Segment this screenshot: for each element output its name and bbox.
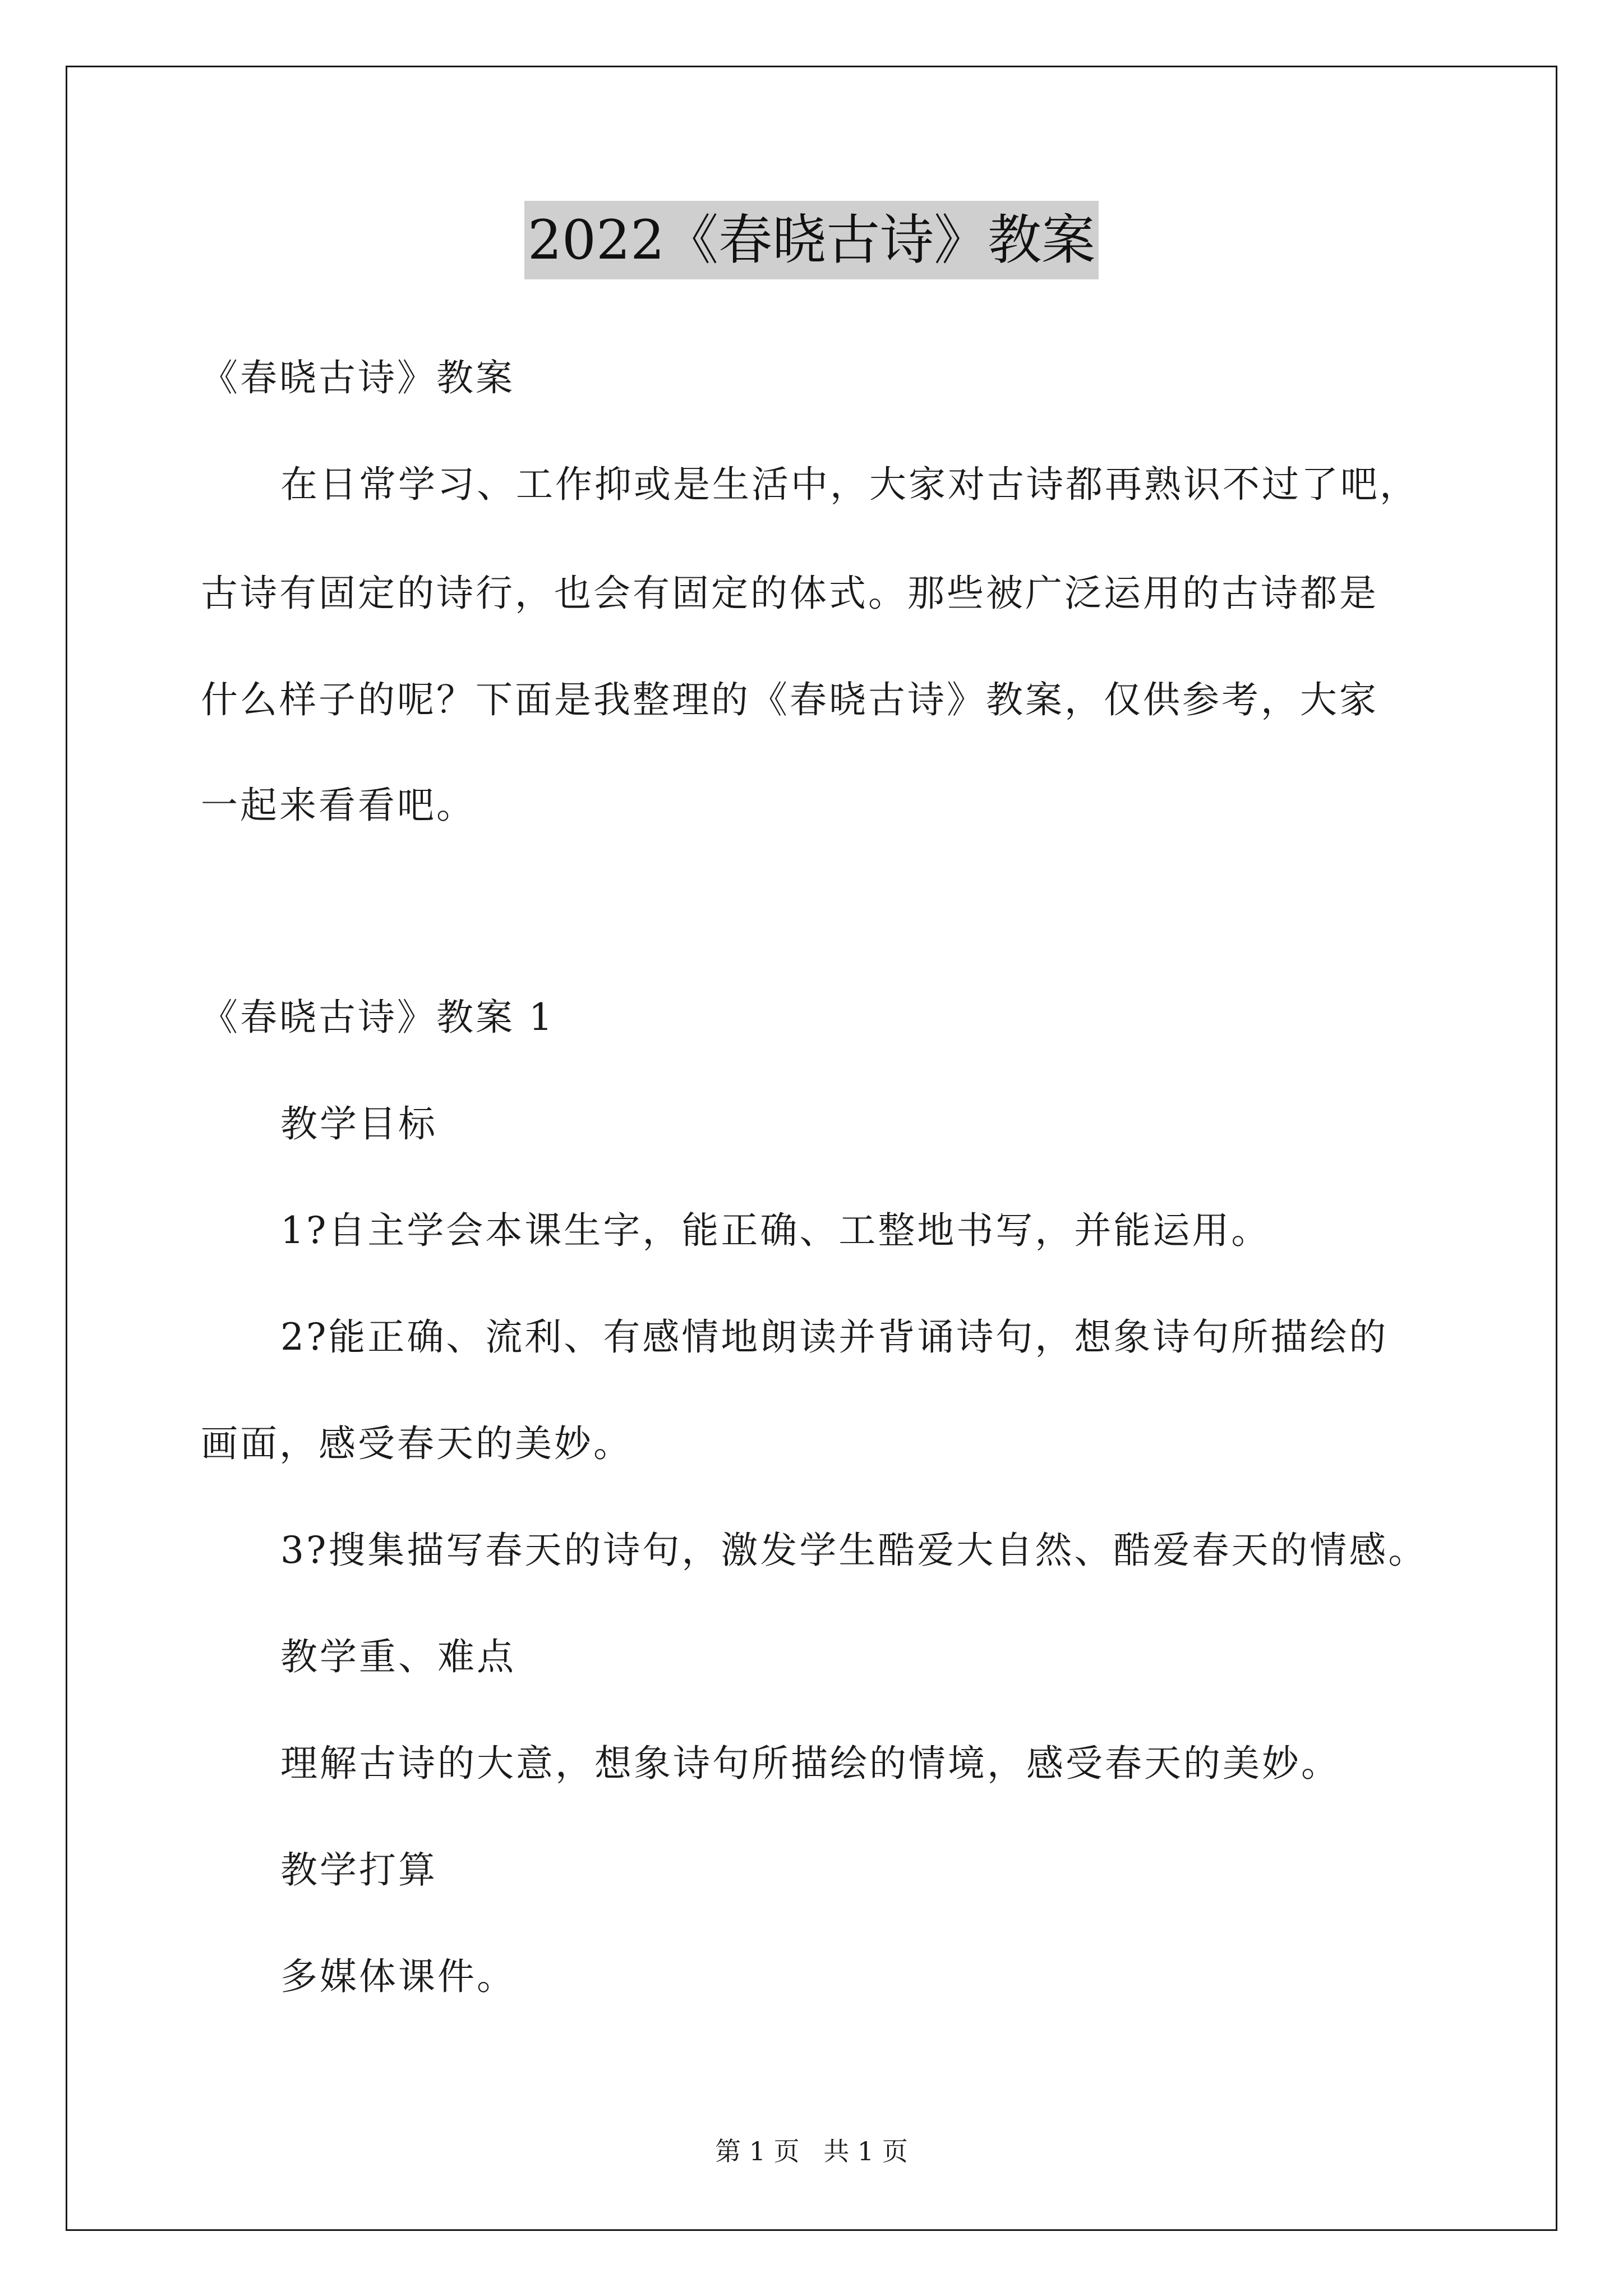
intro-paragraph-line-2: 古诗有固定的诗行，也会有固定的体式。那些被广泛运用的古诗都是 [201,572,1378,615]
document-title: 2022《春晓古诗》教案 [524,201,1099,279]
page-number-current: 第 1 页 [715,2136,800,2166]
title-container [0,201,1623,279]
page-number-total: 共 1 页 [823,2136,908,2166]
preparation-heading: 教学打算 [280,1848,437,1892]
intro-paragraph-line-3: 什么样子的呢？下面是我整理的《春晓古诗》教案，仅供参考，大家 [201,678,1378,721]
document-subtitle: 《春晓古诗》教案 [201,356,515,399]
goal-item-1: 1?自主学会本课生字，能正确、工整地书写，并能运用。 [280,1209,1271,1252]
intro-paragraph-line-1: 在日常学习、工作抑或是生活中，大家对古诗都再熟识不过了吧， [280,463,1419,506]
page-footer [0,2134,1623,2168]
key-points-heading: 教学重、难点 [280,1635,516,1678]
goal-item-2-line-2: 画面，感受春天的美妙。 [201,1422,633,1465]
intro-paragraph-line-4: 一起来看看吧。 [201,784,476,827]
goal-item-3: 3?搜集描写春天的诗句，激发学生酷爱大自然、酷爱春天的情感。 [280,1529,1428,1572]
key-points-text: 理解古诗的大意，想象诗句所描绘的情境，感受春天的美妙。 [280,1742,1340,1785]
preparation-text: 多媒体课件。 [280,1955,516,1998]
section-heading: 《春晓古诗》教案 1 [201,996,555,1039]
goals-heading: 教学目标 [280,1102,437,1145]
goal-item-2-line-1: 2?能正确、流利、有感情地朗读并背诵诗句，想象诗句所描绘的 [280,1315,1389,1359]
